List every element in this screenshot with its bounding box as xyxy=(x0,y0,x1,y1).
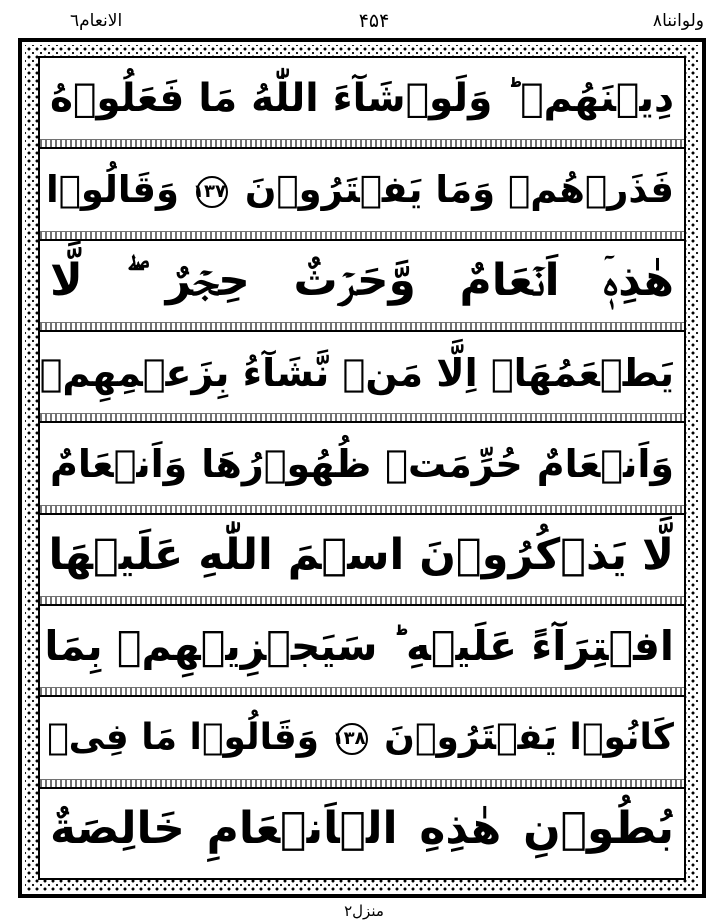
quran-line-8 xyxy=(40,697,684,788)
line-text: يَطۡعَمُهَاۤ اِلَّا مَنۡ نَّشَآءُ بِزَعۡمِهِمۡ xyxy=(40,350,674,395)
text-area xyxy=(38,56,686,880)
line-text-part: كَانُوۡا يَفۡتَرُوۡنَ xyxy=(384,716,674,758)
line-text-part: وَقَالُوۡا مَا فِىۡ xyxy=(47,716,320,758)
quran-line-3 xyxy=(40,241,684,332)
ayah-marker-137: ١٣٧ xyxy=(196,176,228,208)
page-header xyxy=(20,10,708,36)
quran-line-6 xyxy=(40,515,684,606)
quran-line-1 xyxy=(40,58,684,149)
quran-lines xyxy=(40,58,684,878)
line-text: افۡتِرَآءً عَلَيۡهِ ؕ سَيَجۡزِيۡهِمۡ بِمَا xyxy=(44,622,674,671)
surah-name: الانعام٦ xyxy=(70,11,123,31)
line-text xyxy=(40,168,684,216)
line-text: لَّا يَذۡكُرُوۡنَ اسۡمَ اللّٰهِ عَلَيۡهَا xyxy=(48,529,674,580)
quran-line-5 xyxy=(40,423,684,514)
quran-line-2 xyxy=(40,149,684,240)
quran-line-9 xyxy=(40,789,684,878)
page-number: ۴۵۴ xyxy=(358,10,390,32)
manzil-footer: منزل٢ xyxy=(344,902,384,920)
ayah-marker-138: ١٣٨ xyxy=(336,723,368,755)
line-text-part: فَذَرۡهُمۡ وَمَا يَفۡتَرُوۡنَ xyxy=(244,168,674,212)
line-text xyxy=(40,716,684,764)
quran-line-7 xyxy=(40,606,684,697)
line-text: هٰذِهٖۤ اَنۡعَامٌ وَّحَرۡثٌ حِجۡرٌ ۖ لَّا xyxy=(50,255,674,307)
line-text: دِيۡنَهُمۡ ؕ وَلَوۡشَآءَ اللّٰهُ مَا فَعَلُوۡهُ xyxy=(50,76,674,122)
juz-name: ولواننا٨ xyxy=(652,11,704,31)
line-text: وَاَنۡعَامٌ حُرِّمَتۡ ظُهُوۡرُهَا وَاَنۡعَامٌ xyxy=(50,441,674,486)
page-frame xyxy=(18,38,706,898)
line-text: بُطُوۡنِ هٰذِهِ الۡاَنۡعَامِ خَالِصَةٌ xyxy=(50,803,674,855)
line-text-part: وَقَالُوۡا xyxy=(45,168,180,212)
quran-line-4 xyxy=(40,332,684,423)
